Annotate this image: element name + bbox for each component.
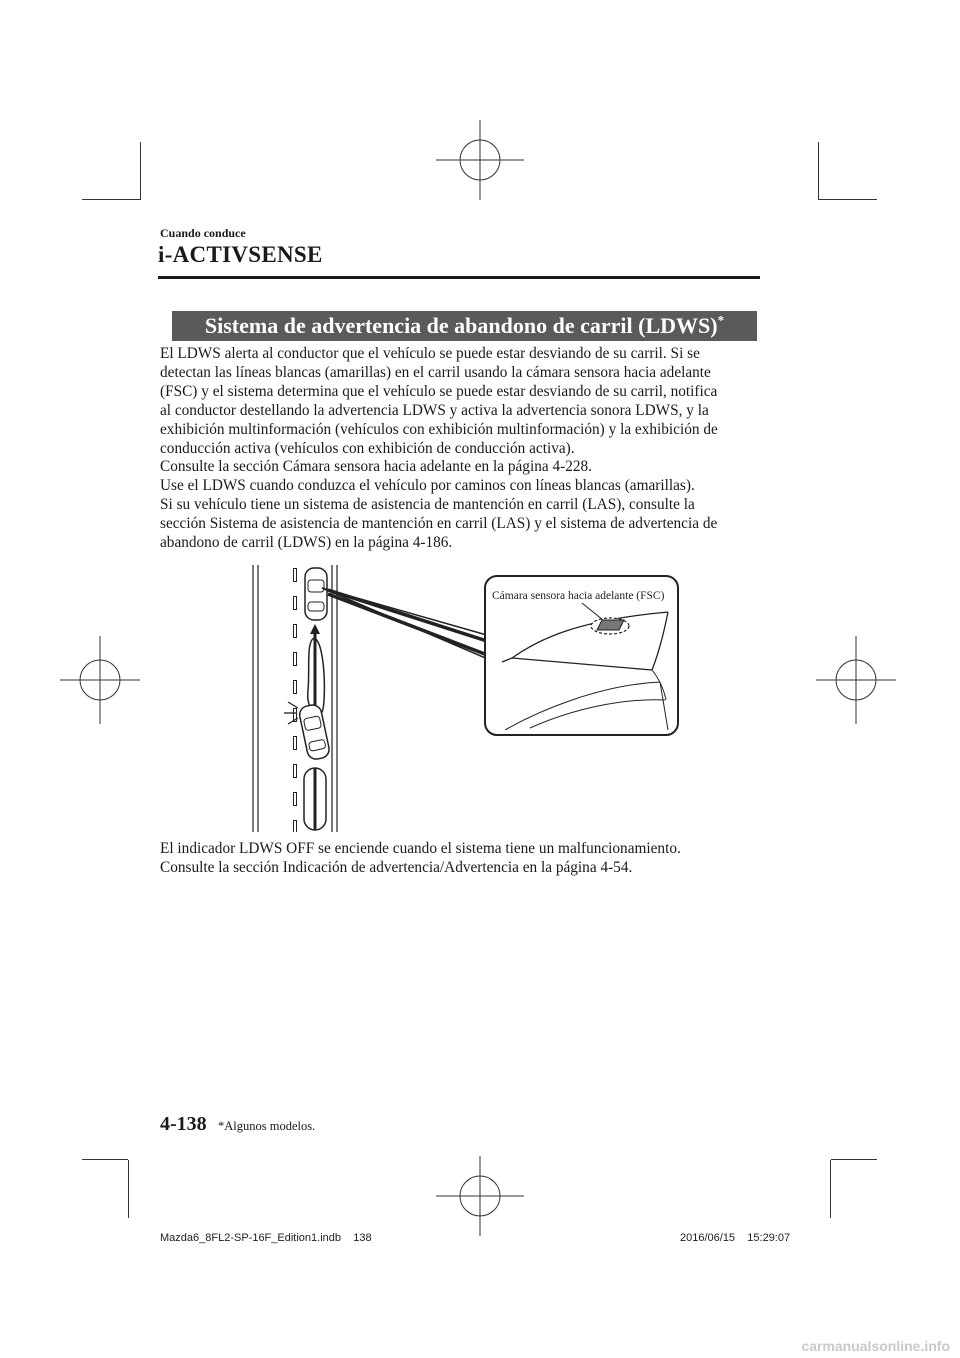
watermark: carmanualsonline.info [801,1338,950,1354]
section-title [172,311,757,341]
lane-diagram [253,565,490,832]
body-paragraph [160,345,760,553]
body-line: sección Sistema de asistencia de mantención en carril (LAS) y el sistema de advertencia de [160,515,718,533]
camera-icon [591,618,629,634]
car-icon [305,568,327,620]
body-line: exhibición multinformación (vehículos con exhibición multinformación) y la exhibición de [160,420,718,438]
body-line: detectan las líneas blancas (amarillas) en el carril usando la cámara sensora hacia adelante [160,363,711,381]
body-line: Consulte la sección Cámara sensora hacia adelante en la página 4-228. [160,458,592,476]
chapter-title: i-ACTIVSENSE [158,242,323,267]
body-line: El indicador LDWS OFF se enciende cuando el sistema tiene un malfuncionamiento. [160,840,681,857]
camera-callout [485,576,678,735]
body-line: conducción activa (vehículos con exhibición de conducción activa). [160,439,575,457]
body-line: Consulte la sección Indicación de advertencia/Advertencia en la página 4-54. [160,858,633,876]
body-line: Use el LDWS cuando conduzca el vehículo por caminos con líneas blancas (amarillas). [160,477,695,495]
section-title-text: Sistema de advertencia de abandono de carril (LDWS) [204,313,718,338]
callout-label: Cámara sensora hacia adelante (FSC) [492,590,665,602]
drifting-car-icon [298,703,331,760]
body-line: al conductor destellando la advertencia LDWS y activa la advertencia sonora LDWS, y la [160,401,709,419]
print-slug-date: 2016/06/15 15:29:07 [680,1232,791,1244]
footnote: *Algunos modelos. [218,1119,316,1133]
breadcrumb: Cuando conduce [160,226,246,240]
body-line: abandono de carril (LDWS) en la página 4-186. [160,534,453,552]
header-rule [158,276,760,279]
body-paragraph-2 [160,840,760,878]
optional-marker: * [717,312,725,328]
body-line: Si su vehículo tiene un sistema de asistencia de mantención en carril (LAS), consulte la [160,496,695,514]
page-number: 4-138 [160,1113,207,1135]
body-line: (FSC) y el sistema determina que el vehículo se puede estar desviando de su carril, notifica [160,382,718,400]
body-line: El LDWS alerta al conductor que el vehículo se puede estar desviando de su carril. Si se [160,345,700,362]
print-slug-file: Mazda6_8FL2-SP-16F_Edition1.indb 138 [160,1232,372,1244]
ldws-illustration [240,560,690,835]
